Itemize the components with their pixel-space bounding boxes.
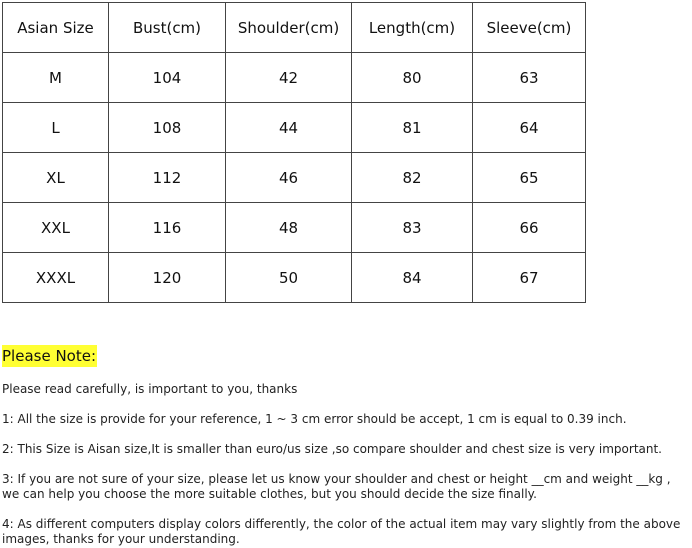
table-cell-length: 81 [352,103,473,153]
table-row [3,253,586,303]
header-bust: Bust(cm) [109,3,226,53]
table-cell-length: 82 [352,153,473,203]
table-row [3,153,586,203]
header-shoulder: Shoulder(cm) [226,3,352,53]
table-cell-size: XXL [3,203,109,253]
table-row [3,53,586,103]
size-note-section [2,345,690,546]
table-cell-size: XL [3,153,109,203]
table-cell-length: 83 [352,203,473,253]
table-cell-bust: 108 [109,103,226,153]
table-header-row [3,3,586,53]
table-cell-shoulder: 44 [226,103,352,153]
table-cell-sleeve: 65 [473,153,586,203]
table-cell-length: 80 [352,53,473,103]
size-chart-table [2,2,586,303]
note-item-1: 1: All the size is provide for your reference, 1 ~ 3 cm error should be accept, 1 cm is equal to 0.39 inch. [2,412,627,426]
table-cell-size: XXXL [3,253,109,303]
table-cell-sleeve: 63 [473,53,586,103]
table-row [3,103,586,153]
table-cell-bust: 120 [109,253,226,303]
note-item-3: 3: If you are not sure of your size, please let us know your shoulder and chest or height __cm and weight __kg , we can help you choose the more suitable clothes, but you should decide the size finally. [2,472,671,501]
table-cell-shoulder: 42 [226,53,352,103]
table-cell-size: M [3,53,109,103]
table-cell-sleeve: 66 [473,203,586,253]
table-cell-shoulder: 50 [226,253,352,303]
table-cell-shoulder: 48 [226,203,352,253]
table-cell-shoulder: 46 [226,153,352,203]
table-cell-size: L [3,103,109,153]
note-title: Please Note: [2,347,97,365]
table-cell-bust: 104 [109,53,226,103]
table-row [3,203,586,253]
table-cell-length: 84 [352,253,473,303]
table-cell-bust: 112 [109,153,226,203]
note-item-2: 2: This Size is Aisan size,It is smaller than euro/us size ,so compare shoulder and chest size is very important. [2,442,662,456]
table-cell-bust: 116 [109,203,226,253]
header-sleeve: Sleeve(cm) [473,3,586,53]
table-cell-sleeve: 67 [473,253,586,303]
table-cell-sleeve: 64 [473,103,586,153]
header-length: Length(cm) [352,3,473,53]
header-asian-size: Asian Size [3,3,109,53]
note-intro: Please read carefully, is important to you, thanks [2,382,298,396]
note-item-4: 4: As different computers display colors differently, the color of the actual item may vary slightly from the above images, thanks for your understanding. [2,517,681,546]
